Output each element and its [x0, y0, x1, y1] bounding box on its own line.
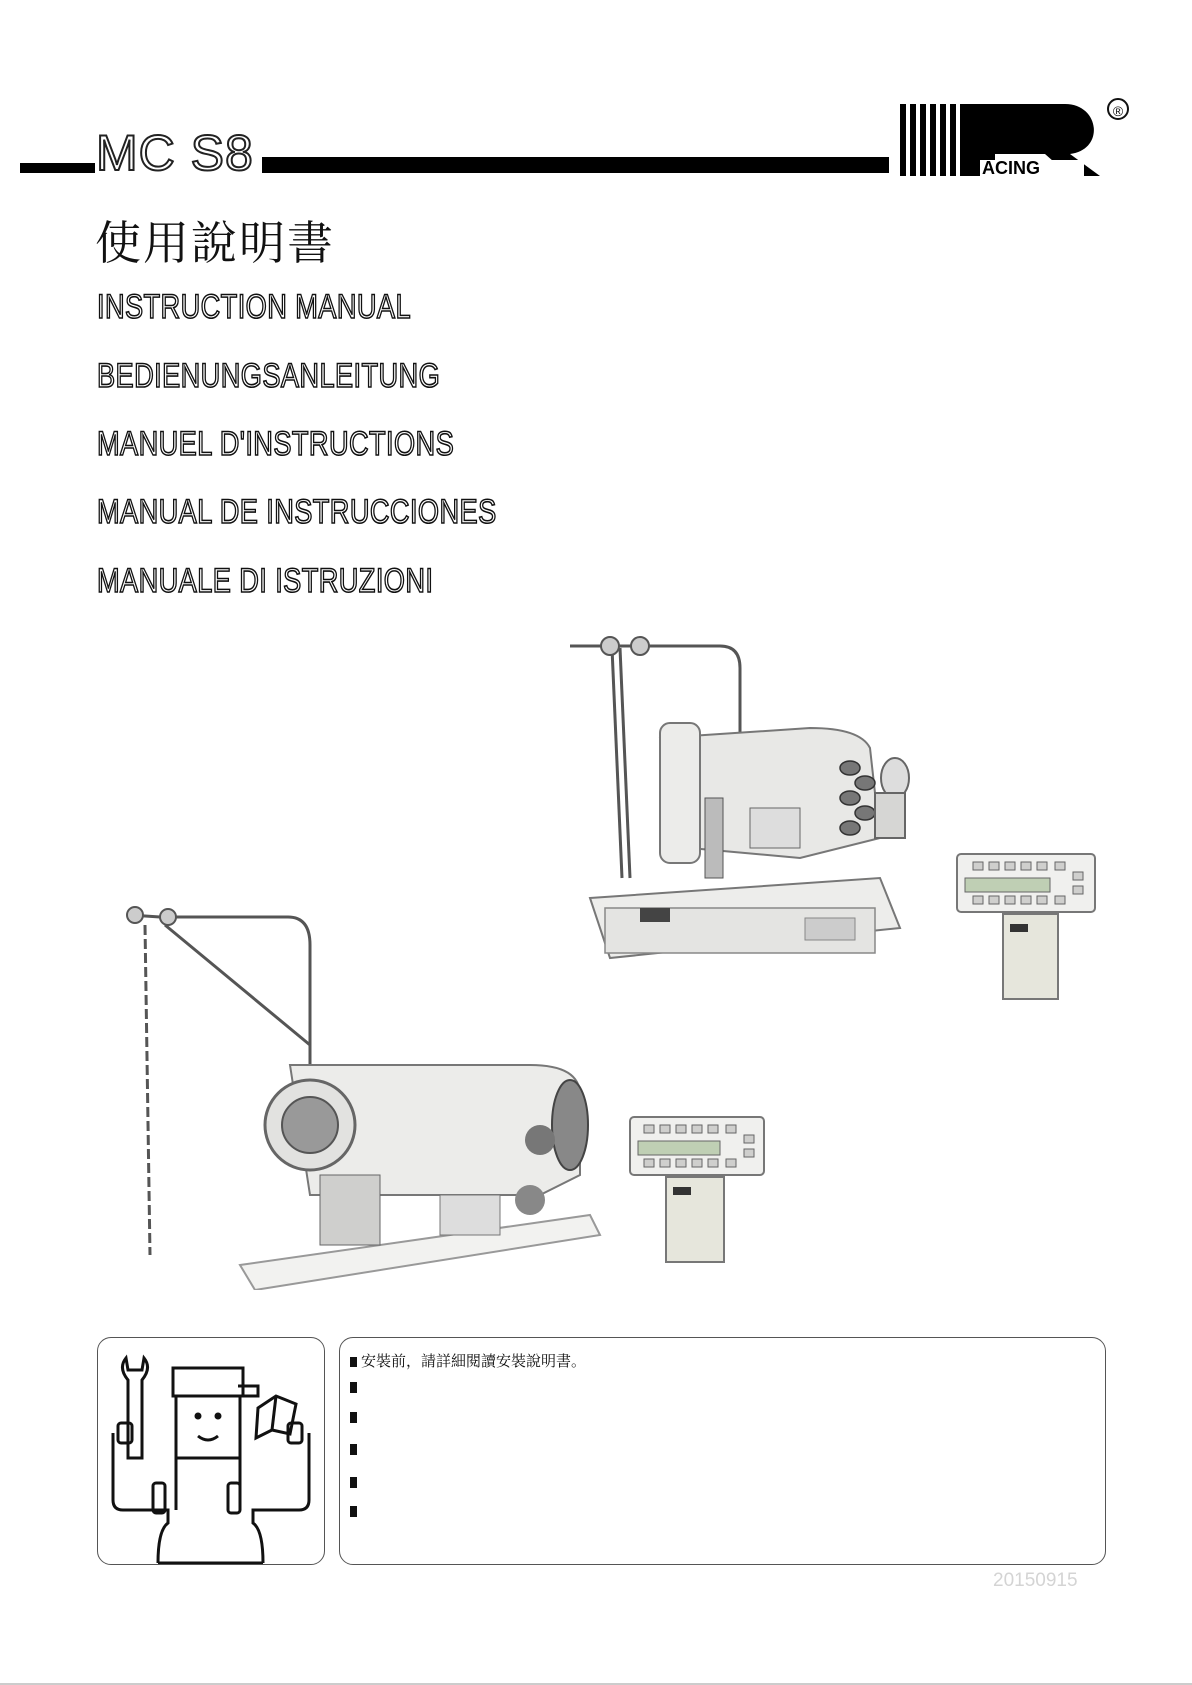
notice-bullet-2 [350, 1382, 357, 1393]
notice-bullet-3 [350, 1412, 357, 1423]
title-italian: MANUALE DI ISTRUZIONI [97, 562, 434, 600]
notice-bullet-4 [350, 1444, 357, 1455]
brand-logo [900, 100, 1110, 180]
mechanic-illustration-box [97, 1337, 325, 1565]
notice-box [339, 1337, 1106, 1565]
control-panel-image [955, 852, 1100, 1002]
notice-bullet-6 [350, 1506, 357, 1517]
title-english: INSTRUCTION MANUAL [97, 288, 411, 326]
bullet-square [350, 1357, 357, 1367]
sewing-machine-zigzag-image [110, 895, 610, 1290]
control-panel-image-2 [628, 1115, 768, 1265]
title-german: BEDIENUNGSANLEITUNG [97, 357, 441, 395]
notice-line-1: 安裝前，請詳細閱讀安裝說明書。 [350, 1350, 586, 1371]
sewing-machine-cylinder-bed-image [560, 628, 940, 998]
title-spanish: MANUAL DE INSTRUCCIONES [97, 493, 497, 531]
brand-logo-text: ACING [982, 158, 1040, 178]
header-bar-right [262, 157, 889, 173]
registered-mark: ® [1107, 98, 1129, 120]
header-bar-left [20, 163, 95, 173]
title-cjk: 使用說明書 [95, 216, 335, 270]
title-french: MANUEL D'INSTRUCTIONS [97, 425, 455, 463]
date-code: 20150915 [993, 1570, 1078, 1591]
model-name: MC S8 [96, 125, 254, 181]
mechanic-mascot-icon [98, 1338, 324, 1564]
notice-bullet-5 [350, 1477, 357, 1488]
